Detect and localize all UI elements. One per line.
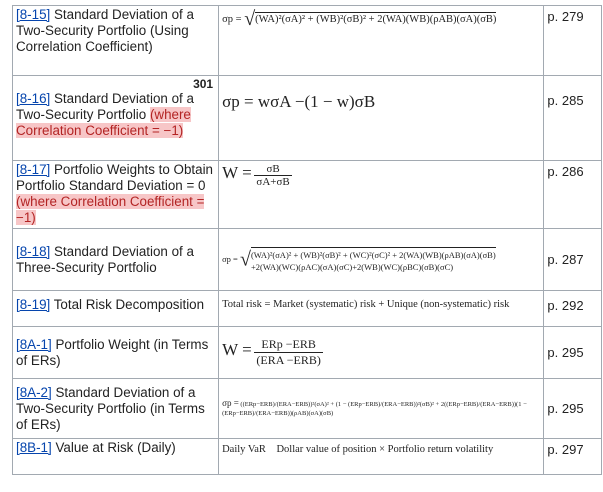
formula-cell xyxy=(219,229,544,291)
table-row xyxy=(13,161,602,229)
formula-body: (WA)²(σA)² + (WB)²(σB)² + 2(WA)(WB)(ρAB)(σA)(σB) xyxy=(255,13,497,25)
description-text: Standard Deviation of a Two-Security Portfolio (Using Correlation Coefficient) xyxy=(16,7,194,54)
formula: Daily VaR Dollar value of position × Portfolio return volatility xyxy=(222,444,494,455)
highlighted-condition: (where Correlation Coefficient = −1) xyxy=(16,194,205,225)
formula xyxy=(222,8,496,31)
formula-cell xyxy=(219,161,544,229)
formula-cell xyxy=(219,327,544,379)
formula: Total risk = Market (systematic) risk + Unique (non-systematic) risk xyxy=(222,299,510,310)
description-text: Standard Deviation of a Two-Security Portfolio xyxy=(16,91,194,122)
table-row xyxy=(13,327,602,379)
page-cell: p. 292 xyxy=(544,291,602,327)
formula-lhs: σp = xyxy=(222,398,239,408)
numerator: ERp −ERB xyxy=(254,337,322,353)
formula-ref-link[interactable]: [8-15] xyxy=(16,7,51,22)
page-cell: p. 295 xyxy=(544,327,602,379)
sqrt-sign: √ xyxy=(239,248,251,270)
formula-line-1: (WA)²(σA)² + (WB)²(σB)² + (WC)²(σC)² + 2(WA)(WB)(ρAB)(σA)(σB) xyxy=(250,249,496,260)
table-row xyxy=(13,229,602,291)
formula-lhs: σp = xyxy=(222,13,242,25)
page-cell: p. 297 xyxy=(544,439,602,475)
formula-lhs: σp = xyxy=(222,253,238,264)
formula-ref-link[interactable]: [8-19] xyxy=(16,297,51,312)
fraction xyxy=(254,163,291,188)
page-cell: p. 286 xyxy=(544,161,602,229)
denominator: σA+σB xyxy=(256,176,290,188)
page-cell: p. 287 xyxy=(544,229,602,291)
sqrt-sign: √ xyxy=(244,8,256,30)
page-cell: p. 279 xyxy=(544,6,602,76)
description-cell xyxy=(13,161,219,229)
description-text: Standard Deviation of a Two-Security Portfolio (in Terms of ERs) xyxy=(16,384,205,432)
formula-body xyxy=(251,247,496,273)
formula-ref-link[interactable]: [8A-2] xyxy=(16,384,52,400)
description-cell xyxy=(13,6,219,76)
formula xyxy=(222,163,292,188)
formula-table xyxy=(12,5,602,475)
description-text: Standard Deviation of a Three-Security Portfolio xyxy=(16,243,194,275)
formula-cell xyxy=(219,379,544,439)
formula-cell xyxy=(219,291,544,327)
table-row xyxy=(13,291,602,327)
numerator: σB xyxy=(254,163,291,176)
description-cell xyxy=(13,327,219,379)
table-row xyxy=(13,439,602,475)
table-row xyxy=(13,379,602,439)
table-row xyxy=(13,76,602,161)
formula-ref-link[interactable]: [8B-1] xyxy=(16,440,52,455)
formula-cell xyxy=(219,76,544,161)
formula-ref-link[interactable]: [8-16] xyxy=(16,91,51,106)
page-cell xyxy=(544,76,602,161)
formula-lhs: W = xyxy=(222,340,252,360)
formula-ref-link[interactable]: [8A-1] xyxy=(16,336,52,352)
formula-cell xyxy=(219,6,544,76)
formula xyxy=(222,399,540,418)
formula xyxy=(222,247,496,273)
formula: σp = wσA −(1 − w)σB xyxy=(222,92,376,111)
description-cell xyxy=(13,229,219,291)
formula-ref-link[interactable]: [8-17] xyxy=(16,162,51,177)
denominator: (ERA −ERB) xyxy=(256,353,321,367)
page-number: p. 285 xyxy=(547,93,584,108)
formula-body: ((ERp−ERB)/(ERA−ERB))²(σA)² + (1 − (ERp−ERB)/(ERA−ERB))²(σB)² + 2((ERp−ERB)/(ERA−ERB))(1 − (ERp−ERB)/(ERA−ERB))(ρAB)(σA)(σB) xyxy=(222,401,527,417)
description-text: Total Risk Decomposition xyxy=(50,297,205,312)
description-cell xyxy=(13,439,219,475)
formula-cell xyxy=(219,439,544,475)
formula-lhs: W = xyxy=(222,163,252,183)
formula-line-2: +2(WA)(WC)(ρAC)(σA)(σC)+2(WB)(WC)(ρBC)(σB)(σC) xyxy=(250,261,454,272)
description-cell xyxy=(13,291,219,327)
formula-ref-link[interactable]: [8-18] xyxy=(16,243,51,259)
description-cell xyxy=(13,76,219,161)
row-marker: 301 xyxy=(193,77,214,91)
description-text: Portfolio Weight (in Terms of ERs) xyxy=(16,336,209,368)
description-text: Value at Risk (Daily) xyxy=(51,440,176,455)
formula xyxy=(222,337,323,368)
description-text: Portfolio Weights to Obtain Portfolio Standard Deviation = 0 xyxy=(16,162,214,193)
table-row xyxy=(13,6,602,76)
description-cell xyxy=(13,379,219,439)
highlighted-condition: (where Correlation Coefficient = −1) xyxy=(16,107,191,138)
page-cell: p. 295 xyxy=(544,379,602,439)
fraction xyxy=(254,337,322,368)
